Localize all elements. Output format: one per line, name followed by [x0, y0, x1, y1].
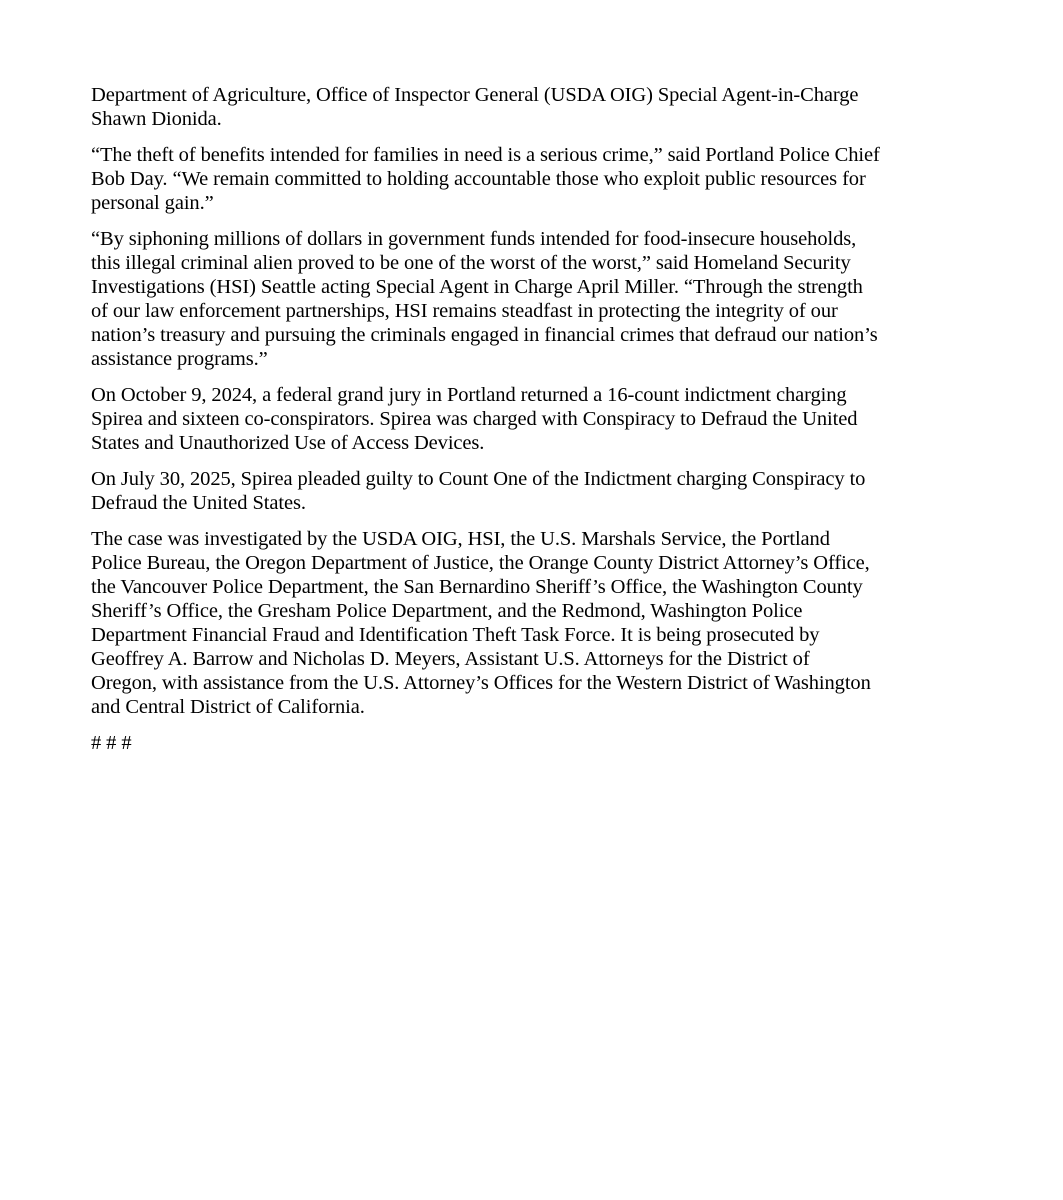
text-line: Bob Day. “We remain committed to holding accountable those who exploit public resources for — [91, 168, 866, 190]
text-line: Sheriff’s Office, the Gresham Police Department, and the Redmond, Washington Police — [91, 600, 803, 622]
paragraph-guilty-plea — [91, 467, 991, 515]
text-line: Department Financial Fraud and Identification Theft Task Force. It is being prosecuted by — [91, 624, 820, 646]
text-line: this illegal criminal alien proved to be one of the worst of the worst,” said Homeland Security — [91, 252, 851, 274]
end-mark: # # # — [91, 732, 132, 754]
paragraph-hsi-quote — [91, 227, 991, 371]
text-line: Geoffrey A. Barrow and Nicholas D. Meyers, Assistant U.S. Attorneys for the District of — [91, 648, 810, 670]
paragraph-investigation — [91, 527, 991, 719]
text-line: States and Unauthorized Use of Access Devices. — [91, 432, 485, 454]
text-line: “By siphoning millions of dollars in government funds intended for food-insecure households, — [91, 228, 857, 250]
text-line: On July 30, 2025, Spirea pleaded guilty to Count One of the Indictment charging Conspiracy to — [91, 468, 866, 490]
text-line: Police Bureau, the Oregon Department of Justice, the Orange County District Attorney’s Office, — [91, 552, 870, 574]
text-line: On October 9, 2024, a federal grand jury in Portland returned a 16-count indictment charging — [91, 384, 847, 406]
text-line: personal gain.” — [91, 192, 214, 214]
text-line: Defraud the United States. — [91, 492, 306, 514]
text-line: “The theft of benefits intended for families in need is a serious crime,” said Portland Police Chief — [91, 144, 880, 166]
text-line: Investigations (HSI) Seattle acting Special Agent in Charge April Miller. “Through the strength — [91, 276, 863, 298]
text-line: Oregon, with assistance from the U.S. Attorney’s Offices for the Western District of Washington — [91, 672, 871, 694]
text-line: The case was investigated by the USDA OIG, HSI, the U.S. Marshals Service, the Portland — [91, 528, 830, 550]
text-line: of our law enforcement partnerships, HSI remains steadfast in protecting the integrity of our — [91, 300, 838, 322]
text-line: and Central District of California. — [91, 696, 365, 718]
text-line: assistance programs.” — [91, 348, 268, 370]
text-line: nation’s treasury and pursuing the criminals engaged in financial crimes that defraud our nation’s — [91, 324, 878, 346]
text-line: the Vancouver Police Department, the San Bernardino Sheriff’s Office, the Washington County — [91, 576, 863, 598]
text-line: Department of Agriculture, Office of Inspector General (USDA OIG) Special Agent-in-Charge — [91, 84, 859, 106]
text-line: Spirea and sixteen co-conspirators. Spirea was charged with Conspiracy to Defraud the United — [91, 408, 858, 430]
text-line: Shawn Dionida. — [91, 108, 222, 130]
document-body — [91, 83, 991, 755]
paragraph-police-chief-quote — [91, 143, 991, 215]
paragraph-usda-agent — [91, 83, 991, 131]
paragraph-indictment — [91, 383, 991, 455]
